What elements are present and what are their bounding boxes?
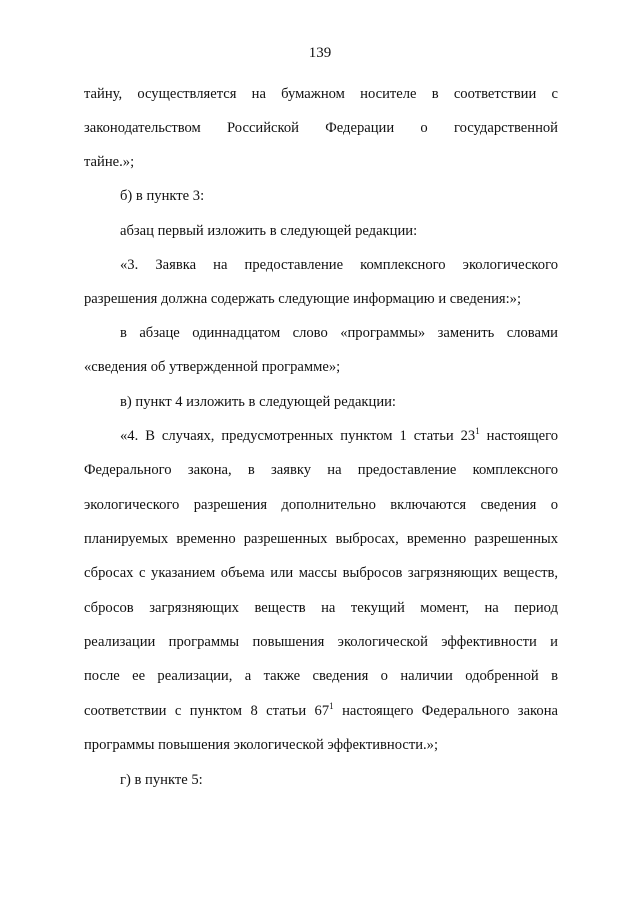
text-line: законодательством Российской Федерации о государственной bbox=[84, 120, 558, 136]
text-line: г) в пункте 5: bbox=[120, 772, 203, 788]
text-segment: настоящего Федерального закона bbox=[333, 703, 558, 719]
text-line bbox=[120, 427, 558, 445]
text-line: б) в пункте 3: bbox=[120, 188, 205, 204]
text-line: Федерального закона, в заявку на предоставление комплексного bbox=[84, 462, 558, 478]
text-line: разрешения должна содержать следующие информацию и сведения:»; bbox=[84, 291, 521, 307]
text-line: в абзаце одиннадцатом слово «программы» заменить словами bbox=[120, 325, 558, 341]
text-line: сбросов загрязняющих веществ на текущий момент, на период bbox=[84, 600, 558, 616]
page-number: 139 bbox=[308, 45, 332, 61]
text-line: тайне.»; bbox=[84, 154, 135, 170]
text-line bbox=[84, 702, 558, 720]
superscript: 1 bbox=[475, 426, 480, 436]
text-line: «3. Заявка на предоставление комплексного экологического bbox=[120, 257, 558, 273]
text-line: «сведения об утвержденной программе»; bbox=[84, 359, 341, 375]
text-line: реализации программы повышения экологической эффективности и bbox=[84, 634, 558, 650]
text-line: тайну, осуществляется на бумажном носителе в соответствии с bbox=[84, 86, 558, 102]
text-line: программы повышения экологической эффективности.»; bbox=[84, 737, 439, 753]
text-line: после ее реализации, а также сведения о наличии одобренной в bbox=[84, 668, 558, 684]
text-segment: настоящего bbox=[479, 428, 558, 444]
text-segment: соответствии с пунктом 8 статьи 67 bbox=[84, 703, 330, 719]
text-segment: «4. В случаях, предусмотренных пунктом 1 статьи 23 bbox=[120, 428, 476, 444]
text-line: сбросах с указанием объема или массы выбросов загрязняющих веществ, bbox=[84, 565, 558, 581]
text-line: абзац первый изложить в следующей редакции: bbox=[120, 223, 418, 239]
superscript: 1 bbox=[329, 701, 334, 711]
text-line: в) пункт 4 изложить в следующей редакции: bbox=[120, 394, 396, 410]
text-line: экологического разрешения дополнительно включаются сведения о bbox=[84, 497, 558, 513]
text-line: планируемых временно разрешенных выбросах, временно разрешенных bbox=[84, 531, 558, 547]
